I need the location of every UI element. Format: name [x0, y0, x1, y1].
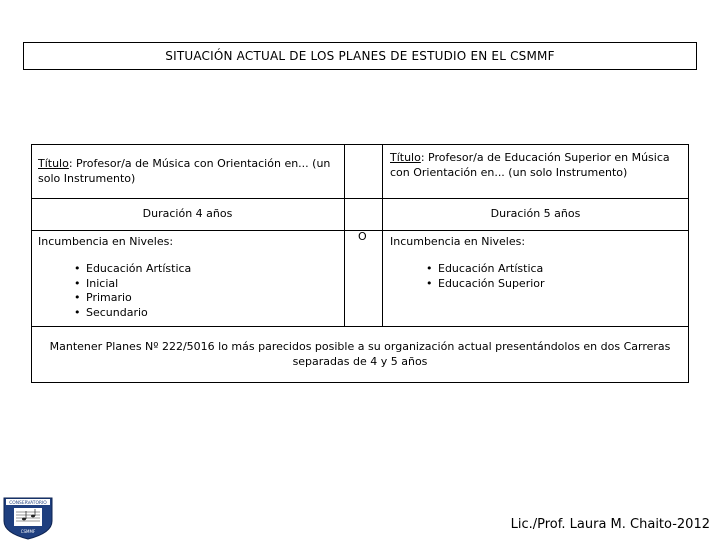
list-item: • Educación Artística — [426, 262, 545, 277]
note-top-line — [31, 326, 689, 327]
left-title-label: Título — [38, 157, 69, 170]
right-title-text: : Profesor/a de Educación Superior en Música con Orientación en... (un solo Instrumento) — [390, 151, 670, 179]
left-title-text: : Profesor/a de Música con Orientación en... (un solo Instrumento) — [38, 157, 331, 185]
page-title: SITUACIÓN ACTUAL DE LOS PLANES DE ESTUDIO EN EL CSMMF — [23, 42, 697, 70]
left-levels-list — [74, 262, 191, 320]
list-item: • Educación Superior — [426, 277, 545, 292]
school-logo — [2, 497, 54, 540]
shield-logo-icon — [2, 497, 54, 540]
right-levels-list — [426, 262, 545, 291]
left-duration: Duración 4 años — [142, 207, 233, 220]
author-footer: Lic./Prof. Laura M. Chaito-2012 — [510, 517, 710, 532]
logo-top-text: CONSERVATORIO — [9, 501, 47, 506]
right-title — [390, 151, 680, 180]
plans-note: Mantener Planes Nº 222/5016 lo más parecidos posible a su organización actual presentándolos en dos Carreras separadas de 4 y 5 años — [49, 340, 671, 368]
duration-top-line — [31, 198, 689, 199]
list-item: • Inicial — [74, 277, 191, 292]
right-column-divider — [382, 144, 383, 326]
right-title-label: Título — [390, 151, 421, 164]
right-duration: Duración 5 años — [490, 207, 581, 220]
logo-side-text: CSMMF — [20, 529, 36, 534]
left-title — [38, 157, 338, 186]
list-item: • Secundario — [74, 306, 191, 321]
left-incumbencia: Incumbencia en Niveles: — [38, 235, 174, 248]
left-column-divider — [344, 144, 345, 326]
right-incumbencia: Incumbencia en Niveles: — [390, 235, 526, 248]
or-separator: O — [358, 230, 367, 243]
list-item: • Primario — [74, 291, 191, 306]
list-item: • Educación Artística — [74, 262, 191, 277]
